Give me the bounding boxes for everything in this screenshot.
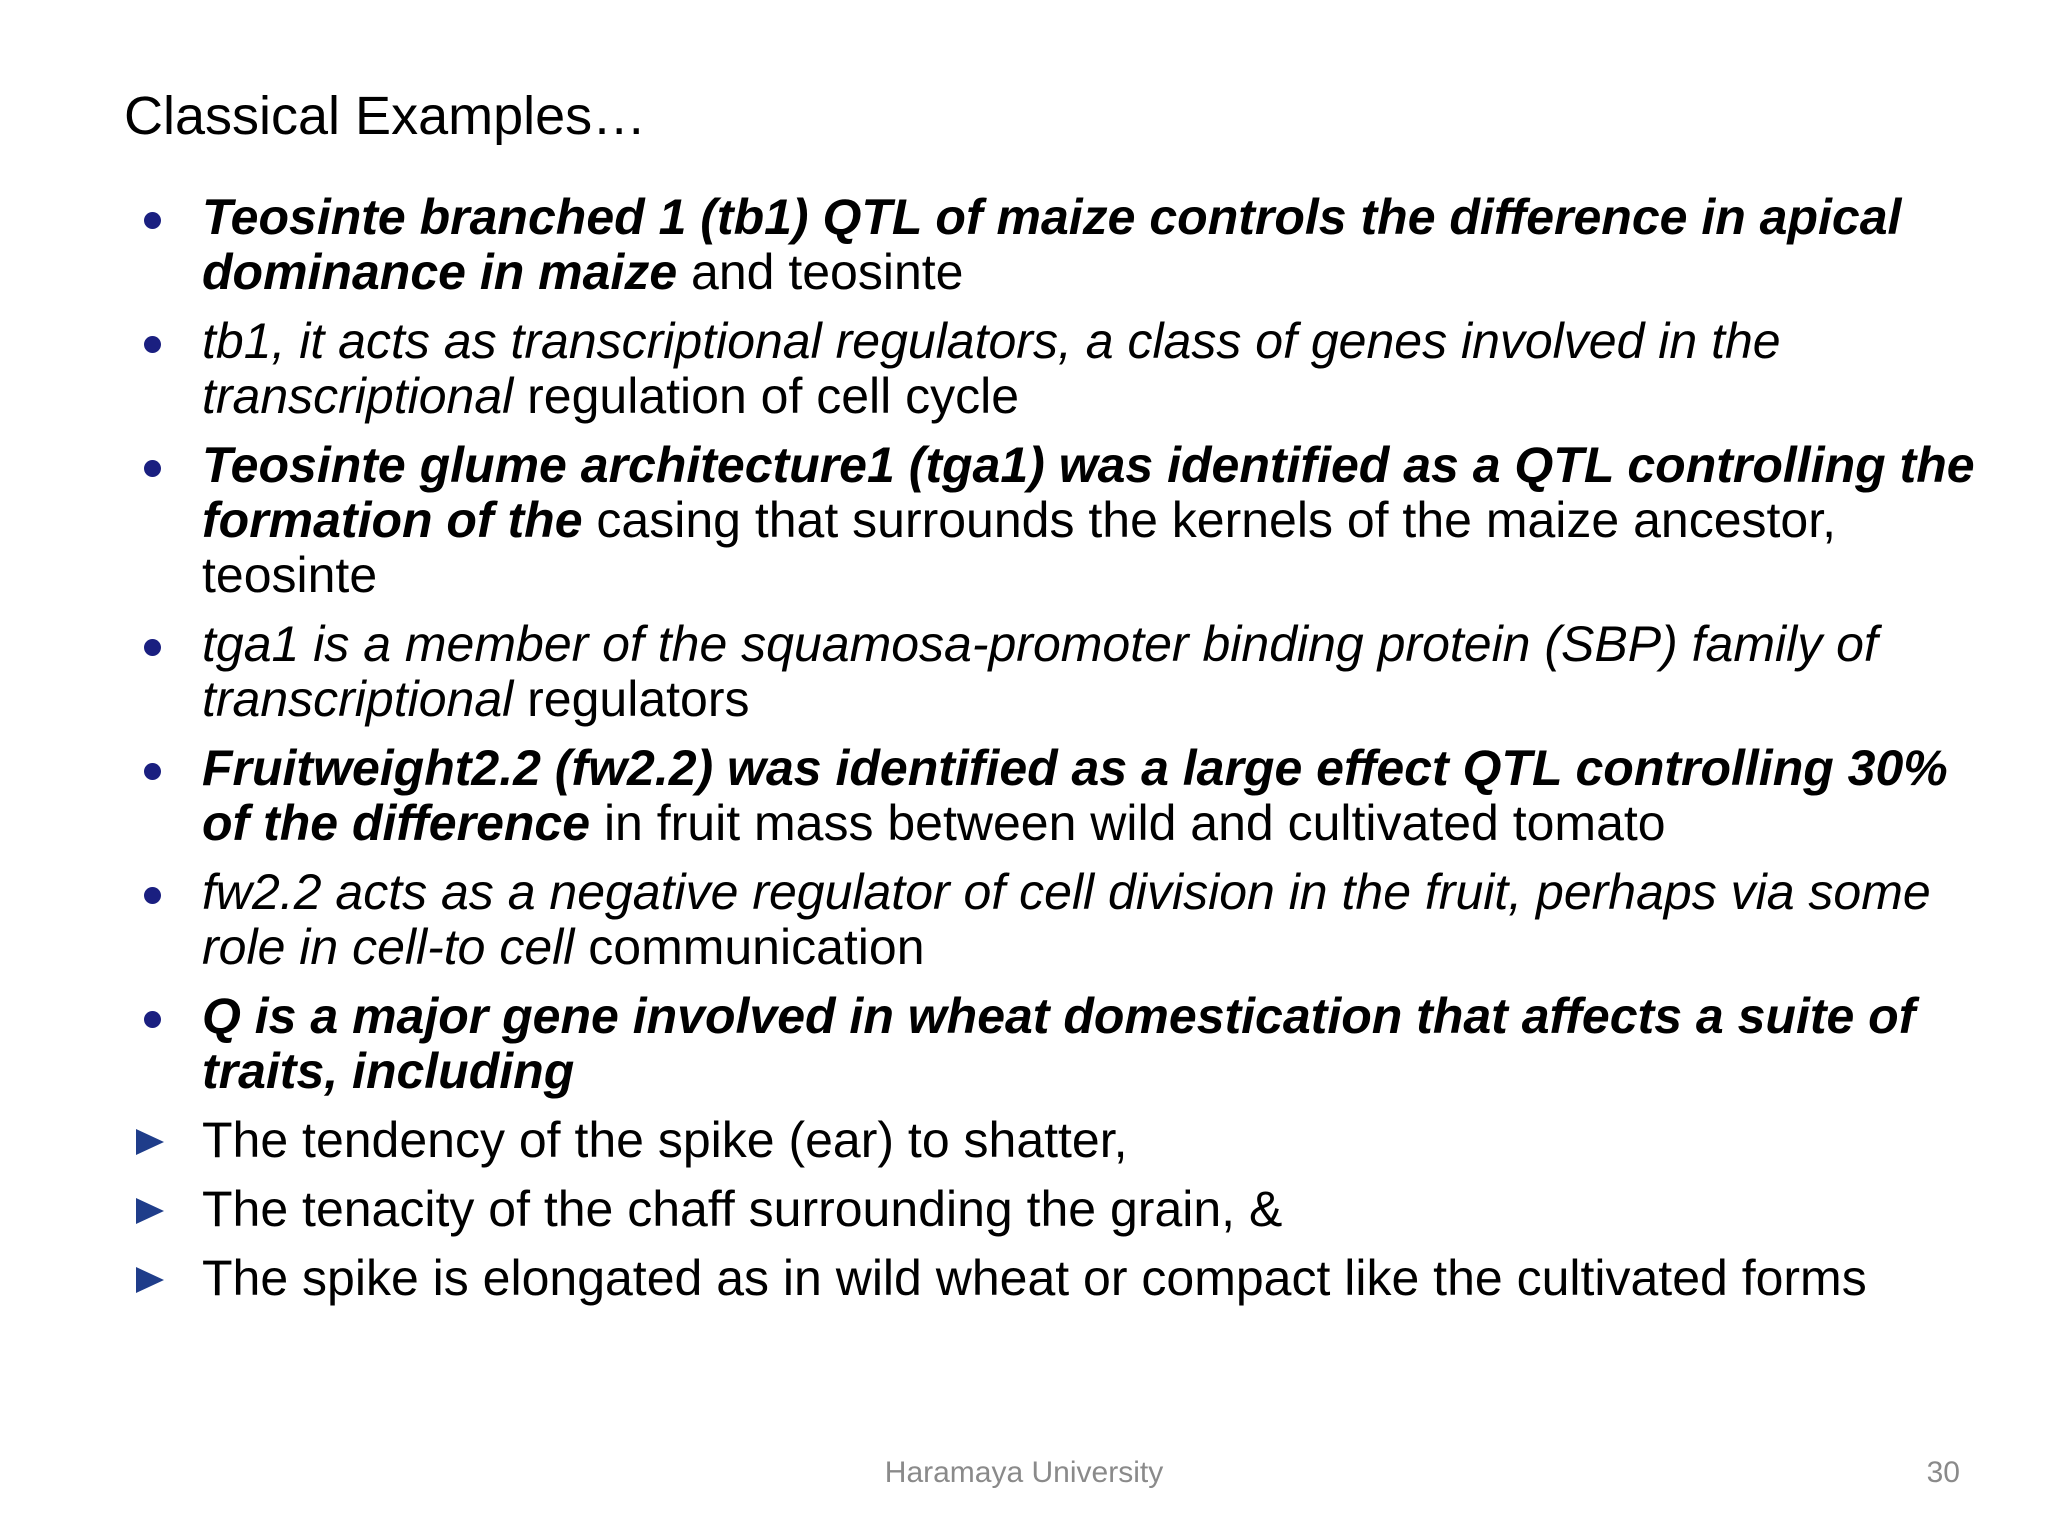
bullet-text: and teosinte [677, 244, 964, 300]
slide-title: Classical Examples… [124, 86, 647, 146]
bullet-item-tga1-sbp [132, 617, 1992, 727]
bullet-item-tb1-regulator [132, 314, 1992, 424]
sub-bullet-item-spike [132, 1251, 1992, 1306]
bullet-item-fw22-regulator [132, 865, 1992, 975]
bullet-item-tga1-qtl [132, 438, 1992, 603]
bullet-dot-icon [144, 212, 161, 229]
bullet-emphasis: Teosinte glume architecture1 (tga1) was identified as a QTL controlling the formation of the [202, 437, 1975, 548]
bullet-emphasis: tga1 is a member of the squamosa-promoter binding protein (SBP) family of transcriptional [202, 616, 1878, 727]
sub-bullet-item-chaff [132, 1182, 1992, 1237]
triangle-bullet-icon [136, 1129, 164, 1155]
bullet-dot-icon [144, 1011, 161, 1028]
bullet-dot-icon [144, 887, 161, 904]
footer-institution: Haramaya University [884, 1456, 1164, 1489]
bullet-text: casing that surrounds the kernels of the maize ancestor, teosinte [202, 492, 1836, 603]
bullet-item-fw22-qtl [132, 741, 1992, 851]
bullet-text: The tendency of the spike (ear) to shatter, [202, 1112, 1128, 1168]
bullet-emphasis: Teosinte branched 1 (tb1) QTL of maize controls the difference in apical dominance in maize [202, 189, 1902, 300]
bullet-text: regulation of cell cycle [513, 368, 1020, 424]
bullet-dot-icon [144, 336, 161, 353]
bullet-item-tb1-qtl [132, 190, 1992, 300]
bullet-text: in fruit mass between wild and cultivated tomato [590, 795, 1666, 851]
bullet-emphasis: fw2.2 acts as a negative regulator of cell division in the fruit, perhaps via some role in cell-to cell [202, 864, 1931, 975]
bullet-emphasis: Fruitweight2.2 (fw2.2) was identified as a large effect QTL controlling 30% of the difference [202, 740, 1948, 851]
bullet-dot-icon [144, 639, 161, 656]
bullet-text: The spike is elongated as in wild wheat or compact like the cultivated forms [202, 1250, 1867, 1306]
bullet-list [132, 190, 1992, 1320]
sub-bullet-item-shatter [132, 1113, 1992, 1168]
bullet-item-q-gene [132, 989, 1992, 1099]
bullet-emphasis: tb1, it acts as transcriptional regulators, a class of genes involved in the transcriptional [202, 313, 1781, 424]
bullet-dot-icon [144, 460, 161, 477]
bullet-text: The tenacity of the chaff surrounding the grain, & [202, 1181, 1283, 1237]
bullet-text: communication [574, 919, 925, 975]
bullet-dot-icon [144, 763, 161, 780]
page-number: 30 [1926, 1456, 1960, 1489]
bullet-emphasis: Q is a major gene involved in wheat domestication that affects a suite of traits, including [202, 988, 1916, 1099]
triangle-bullet-icon [136, 1267, 164, 1293]
bullet-text: regulators [513, 671, 750, 727]
triangle-bullet-icon [136, 1198, 164, 1224]
